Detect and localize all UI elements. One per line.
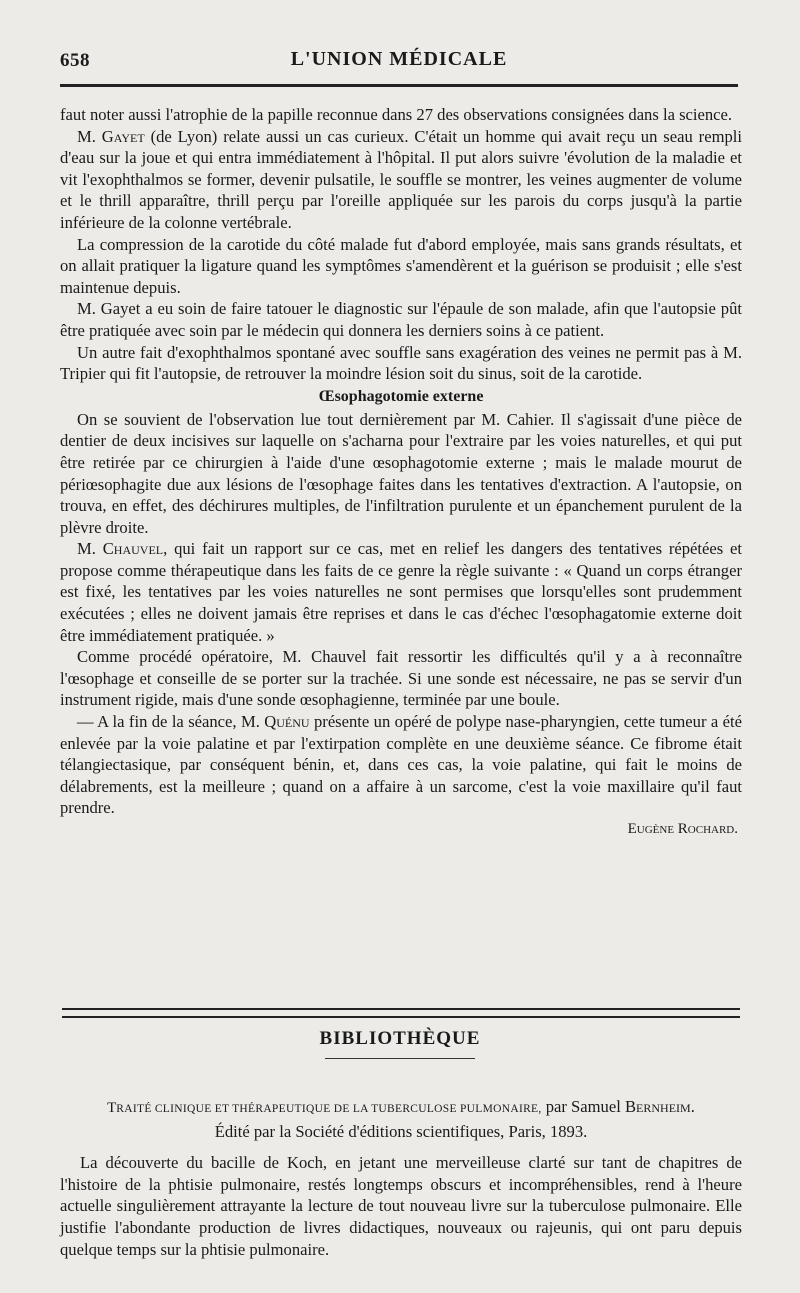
page-header — [60, 44, 738, 74]
header-rule — [60, 84, 738, 87]
paragraph: Un autre fait d'exophthalmos spontané avec souffle sans exagération des veines ne permit pas à M. Tripier qui fit l'autopsie, de retrouver la moindre lésion soit du sinus, soit de la carotide. — [60, 342, 742, 384]
bibliography-heading: BIBLIOTHÈQUE — [319, 1028, 481, 1049]
paragraph — [60, 538, 742, 646]
person-name: Quénu — [264, 712, 310, 732]
book-publisher: Édité par la Société d'éditions scientifiques, Paris, 1893. — [214, 1121, 588, 1141]
person-name: M. Gayet — [77, 126, 145, 146]
page-number: 658 — [60, 50, 90, 71]
paragraph: La compression de la carotide du côté malade fut d'abord employée, mais sans grands résultats, et on allait pratiquer la ligature quand les symptômes s'amendèrent et la guérison se produisit ; elle s'est maintenue depuis. — [60, 234, 742, 297]
paragraph: Comme procédé opératoire, M. Chauvel fait ressortir les difficultés qu'il y a à reconnaître l'œsophage et conseille de se porter sur la trachée. Si une sonde est nécessaire, ne pas se servir d'un instrument rigide, mais d'une sonde œsophagienne, terminée par une boule. — [60, 647, 742, 710]
book-citation — [60, 1096, 742, 1142]
section-divider — [62, 1008, 740, 1018]
paragraph-text: présente un opéré de polype nase-pharyngien, cette tumeur a été enlevée par la voie palatine et par l'extirpation complète en une deuxième séance. Ce fibrome était télangiectasique, par conséquent bénin, et, dans ces cas, la voie palatine, qui fait le moins de délabrements, est la meilleure ; quand on a affaire à un sarcome, c'est la voie maxillaire qu'il faut prendre. — [60, 712, 742, 818]
author-signature: Eugène Rochard. — [627, 821, 738, 837]
paragraph — [60, 711, 742, 819]
review-paragraph: La découverte du bacille de Koch, en jetant une merveilleuse clarté sur tant de chapitres de l'histoire de la phtisie pulmonaire, restés longtemps obscurs et incompréhensibles, rend à l'heure actuelle singulièrement attrayante la lecture de tout nouveau livre sur la tuberculose pulmonaire. Elle justifie l'abondante production de livres didactiques, nouveaux ou rajeunis, qui ont paru depuis quelque temps sur la phtisie pulmonaire. — [60, 1153, 742, 1259]
book-title: RAITÉ CLINIQUE ET THÉRAPEUTIQUE DE LA TUBERCULOSE PULMONAIRE, — [116, 1103, 542, 1115]
book-title-initial: T — [107, 1100, 117, 1116]
book-author: Bernheim. — [624, 1097, 695, 1116]
section-heading: Œsophagotomie externe — [318, 387, 484, 405]
paragraph: M. Gayet a eu soin de faire tatouer le diagnostic sur l'épaule de son malade, afin que l'autopsie pût être pratiquée avec soin par le médecin qui donnera les derniers soins à ce patient. — [60, 299, 742, 340]
paragraph: On se souvient de l'observation lue tout dernièrement par M. Cahier. Il s'agissait d'une pièce de dentier de deux incisives sur laquelle on s'acharna pour l'extraire par les voies naturelles, et qui put être retirée par ce chirurgien à l'aide d'une œsophagotomie externe ; mais le malade mourut de périœsophagite due aux lésions de l'œsophage faites dans les tentatives d'extraction. A l'autopsie, on trouva, en effet, des déchirures multiples, de l'infiltration purulente et un épanchement purulent de la plèvre droite. — [60, 409, 742, 537]
bibliography-body — [60, 1096, 742, 1277]
paragraph-text: (de Lyon) relate aussi un cas curieux. C'était un homme qui avait reçu un seau rempli d'eau sur la joue et qui entra immédiatement à l'hôpital. Il put alors suivre 'évolution de la maladie et vit l'exophthalmos se former, devenir pulsatile, le souffle se montrer, les veines augmenter de volume et le thrill apparaître, thrill perçu par l'oreille appliquée sur les parois du corps jusqu'à la partie inférieure de la colonne vertébrale. — [60, 126, 742, 232]
paragraph: faut noter aussi l'atrophie de la papille reconnue dans 27 des observations consignées dans la science. — [60, 105, 733, 124]
paragraph-text: , qui fait un rapport sur ce cas, met en relief les dangers des tentatives répétées et propose comme thérapeutique dans les faits de ce genre la règle suivante : « Quand un corps étranger est fixé, les tentatives par les voies naturelles ne sont permises que lorsqu'elles sont prudemment exécutées ; elles ne doivent jamais être reprises et dans le cas d'échec l'œsophagatomie externe doit être immédiatement pratiquée. » — [60, 539, 742, 645]
heading-underline — [325, 1058, 475, 1059]
person-name: M. Chauvel — [77, 539, 164, 559]
article-body — [60, 104, 742, 839]
book-author-prefix: par Samuel — [541, 1097, 625, 1116]
paragraph-text: — A la fin de la séance, M. — [77, 712, 265, 732]
paragraph — [60, 126, 742, 234]
journal-title: L'UNION MÉDICALE — [290, 48, 508, 70]
